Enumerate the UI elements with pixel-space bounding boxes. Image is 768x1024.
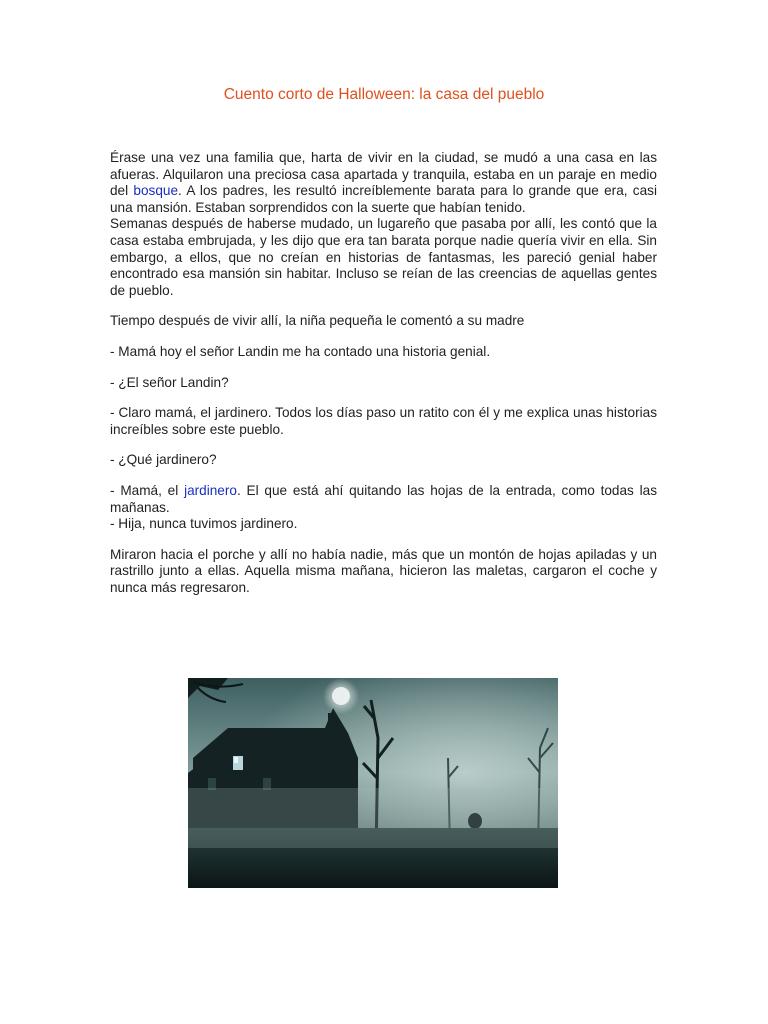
paragraph-6: - Claro mamá, el jardinero. Todos los días paso un ratito con él y me explica unas historias increíbles sobre este pueblo. — [110, 405, 657, 437]
paragraph-7: - ¿Qué jardinero? — [110, 452, 217, 468]
paragraph-3: Tiempo después de vivir allí, la niña pequeña le comentó a su madre — [110, 313, 525, 329]
paragraph-8-text-a: - Mamá, el — [110, 482, 185, 498]
paragraph-8-text-b: . El que está ahí quitando las hojas de la entrada, como todas las mañanas. — [110, 482, 657, 515]
paragraph-1-text-a: Érase una vez una familia que, harta de vivir en la ciudad, se mudó a una casa en las afueras. Alquilaron una preciosa casa apartada y tranquila, estaba en un paraje en medio del — [110, 150, 657, 199]
paragraph-5: - ¿El señor Landin? — [110, 374, 229, 390]
paragraph-8 — [110, 483, 657, 516]
jardinero-link[interactable]: jardinero — [184, 482, 237, 498]
paragraph-1 — [110, 150, 657, 216]
document-title: Cuento corto de Halloween: la casa del pueblo — [223, 86, 545, 103]
paragraph-10: Miraron hacia el porche y allí no había nadie, más que un montón de hojas apiladas y un rastrillo junto a ellas. Aquella misma mañana, hicieron las maletas, cargaron el coche y nunca más regresaron. — [110, 546, 657, 595]
moon — [332, 687, 350, 705]
haunted-house-image — [188, 678, 558, 888]
paragraph-4: - Mamá hoy el señor Landin me ha contado una historia genial. — [110, 343, 491, 359]
story-body — [110, 150, 657, 610]
paragraph-2: Semanas después de haberse mudado, un lugareño que pasaba por allí, les contó que la casa estaba embrujada, y les dijo que era tan barata porque nadie quería vivir en ella. Sin embargo, a ellos, que no creían en historias de fantasmas, les pareció genial haber encontrado esa mansión sin habitar. Incluso se reían de las creencias de aquellas gentes de pueblo. — [110, 216, 657, 298]
paragraph-9: - Hija, nunca tuvimos jardinero. — [110, 516, 298, 532]
paragraph-1-text-b: . A los padres, les resultó increíblemente barata para lo grande que era, casi una mansión. Estaban sorprendidos con la suerte que habían tenido. — [110, 183, 657, 215]
bosque-link[interactable]: bosque — [133, 183, 179, 199]
haunted-house-illustration — [188, 678, 558, 888]
